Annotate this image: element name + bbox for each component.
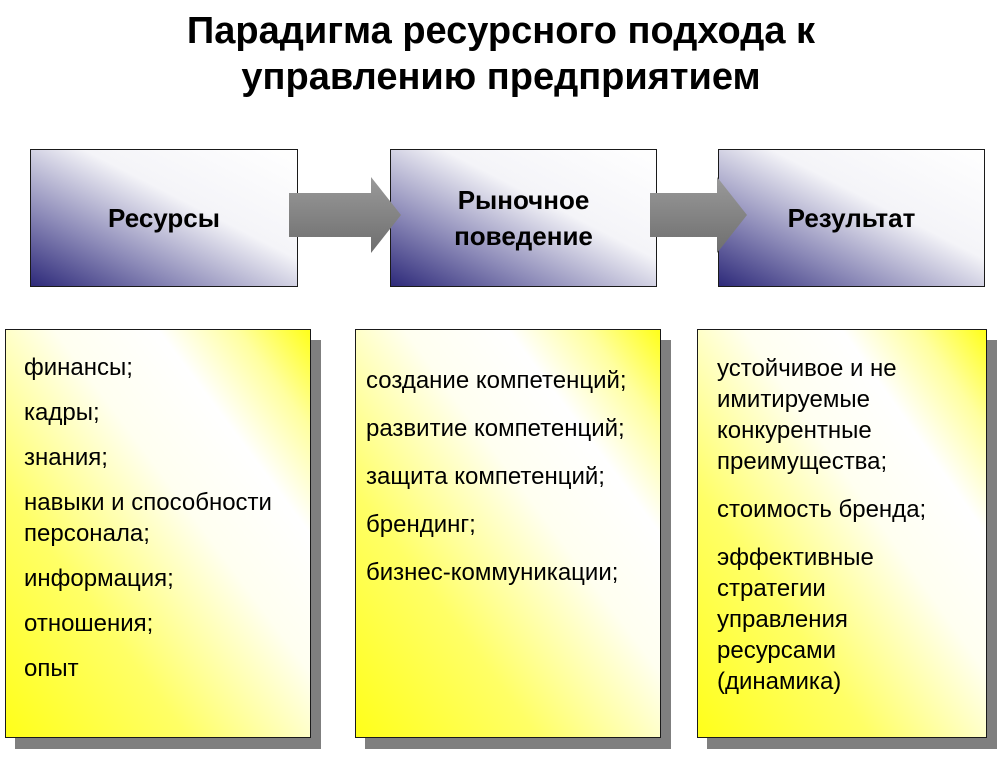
header-label-result: Результат [787,203,916,233]
panel-resources [5,329,311,738]
list-resources [24,352,308,684]
diagram-title [0,8,1002,100]
list-result [717,353,937,697]
title-line-1: Парадигма ресурсного подхода к [186,10,816,52]
list-item: знания; [24,444,108,471]
list-item: отношения; [24,610,154,637]
list-item: кадры; [24,399,100,426]
list-item: опыт [24,655,79,682]
header-label-resources: Ресурсы [108,203,220,233]
list-item: стоимость бренда; [717,496,927,523]
list-item: финансы; [24,354,133,381]
list-item: информация; [24,565,174,592]
list-item: эффективные стратегии управления ресурсами (динамика) [717,544,874,695]
list-item: устойчивое и не имитируемые конкурентные преимущества; [717,355,897,475]
list-item: бизнес-коммуникации; [366,559,619,586]
header-box-result [718,149,985,287]
list-item: брендинг; [366,511,476,538]
list-item: защита компетенций; [366,463,605,490]
header-box-market-behavior [390,149,657,287]
list-item: навыки и способности персонала; [24,489,272,547]
arrow-right-icon [650,177,750,253]
header-box-resources [30,149,298,287]
header-label-market-line-2: поведение [454,221,593,251]
list-item: создание компетенций; [366,367,627,394]
arrow-right-icon [289,177,404,253]
panel-market-behavior [355,329,661,738]
title-line-2: управлению предприятием [241,56,761,98]
list-market-behavior [366,365,662,588]
panel-result [697,329,987,738]
list-item: развитие компетенций; [366,415,625,442]
header-label-market-line-1: Рыночное [457,185,590,215]
